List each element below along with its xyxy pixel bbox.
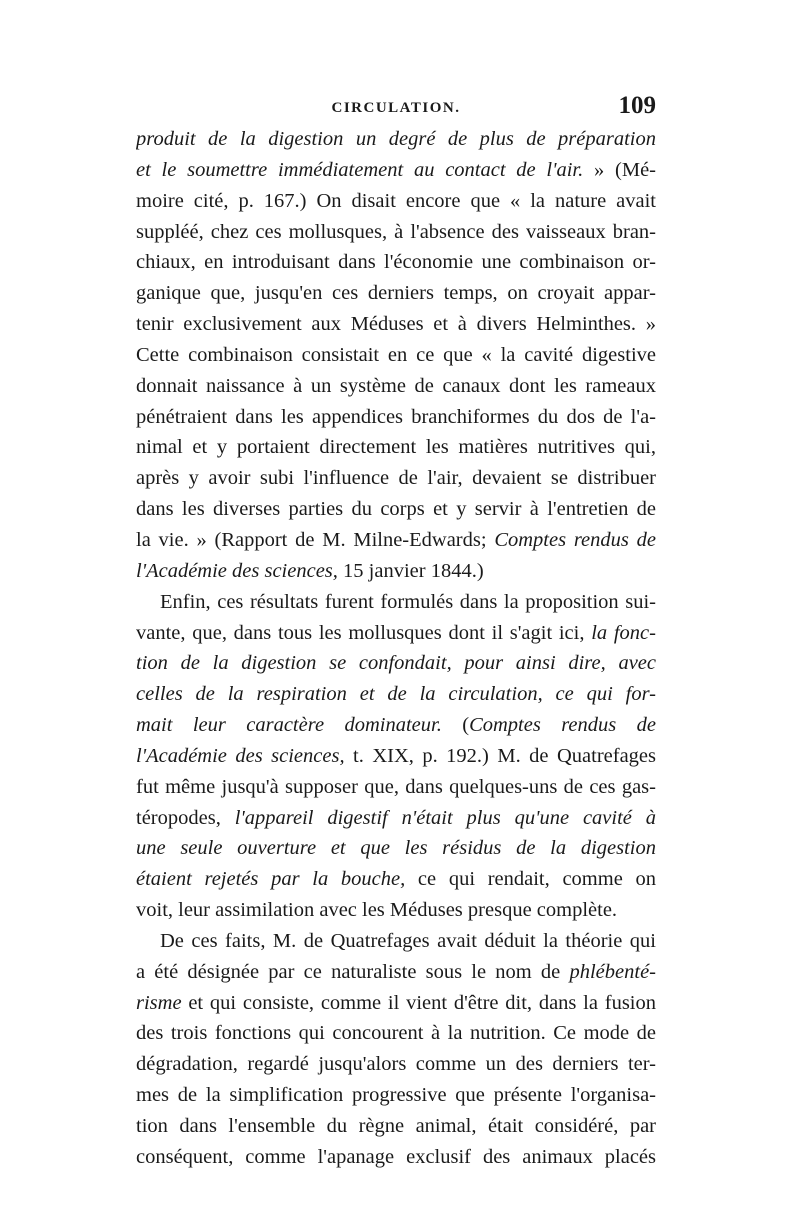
roman-text: mes de la simplification progressive que présente l'organisa- (136, 1084, 656, 1107)
text-line (136, 587, 656, 618)
text-line (136, 741, 656, 772)
text-line (136, 988, 656, 1019)
text-line (136, 155, 656, 186)
roman-text: tion dans l'ensemble du règne animal, était considéré, par (136, 1115, 656, 1137)
roman-text: nimal et y portaient directement les matières nutritives qui, (136, 436, 656, 459)
roman-text: téropodes, (136, 806, 235, 829)
roman-text: moire cité, p. 167.) On disait encore que « la nature avait (136, 189, 656, 212)
roman-text: t. XIX, p. 192.) M. de Quatrefages (344, 744, 656, 767)
roman-text: a été désignée par ce naturaliste sous le nom de (136, 960, 570, 983)
text-line (136, 340, 656, 371)
roman-text: vante, que, dans tous les mollusques dont il s'agit ici, (136, 621, 592, 644)
text-line (136, 1080, 656, 1111)
roman-text: » (Mé- (583, 158, 656, 181)
text-line (136, 371, 656, 402)
roman-text: Enfin, ces résultats furent formulés dans la proposition sui- (160, 590, 656, 613)
page-number: 109 (618, 92, 656, 119)
italic-text: la fonc- (591, 621, 656, 644)
text-line (136, 124, 656, 155)
text-line (136, 463, 656, 494)
italic-text: étaient rejetés par la bouche, (136, 868, 406, 891)
roman-text: des trois fonctions qui concourent à la nutrition. Ce mode de (136, 1022, 656, 1045)
text-line (136, 186, 656, 217)
roman-text: ce qui rendait, comme on (405, 868, 656, 891)
roman-text: et qui consiste, comme il vient d'être dit, dans la fusion (181, 991, 656, 1014)
text-line (136, 309, 656, 340)
text-line (136, 525, 656, 556)
roman-text: ( (441, 714, 470, 737)
text-line (136, 833, 656, 864)
italic-text: mait leur caractère dominateur. (136, 714, 442, 737)
running-head (136, 90, 656, 126)
roman-text: pénétraient dans les appendices branchiformes du dos de l'a- (136, 405, 656, 428)
text-line (136, 556, 656, 587)
text-line (136, 1018, 656, 1049)
text-line (136, 926, 656, 957)
text-line (136, 648, 656, 679)
text-line (136, 710, 656, 741)
roman-text: ganique que, jusqu'en ces derniers temps, on croyait appar- (136, 282, 656, 305)
roman-text: la vie. » (Rapport de M. Milne-Edwards; (136, 528, 495, 551)
roman-text: voit, leur assimilation avec les Méduses presque complète. (136, 899, 618, 922)
roman-text: dégradation, regardé jusqu'alors comme un des derniers ter- (136, 1053, 656, 1076)
roman-text: tenir exclusivement aux Méduses et à divers Helminthes. » (136, 313, 656, 336)
roman-text: après y avoir subi l'influence de l'air, devaient se distribuer (136, 467, 656, 490)
roman-text: 15 janvier 1844.) (337, 559, 484, 582)
body-text (136, 124, 656, 1173)
text-line (136, 957, 656, 988)
text-line (136, 217, 656, 248)
roman-text: Cette combinaison consistait en ce que « la cavité digestive (136, 343, 656, 366)
roman-text: chiaux, en introduisant dans l'économie une combinaison or- (136, 251, 656, 274)
roman-text: donnait naissance à un système de canaux dont les rameaux (136, 374, 656, 397)
text-line (136, 772, 656, 803)
text-line (136, 618, 656, 649)
text-line (136, 247, 656, 278)
text-line (136, 1142, 656, 1173)
text-line (136, 278, 656, 309)
text-line (136, 864, 656, 895)
text-line (136, 494, 656, 525)
text-line (136, 679, 656, 710)
roman-text: De ces faits, M. de Quatrefages avait déduit la théorie qui (160, 929, 656, 952)
text-line (136, 895, 656, 926)
italic-text: l'appareil digestif n'était plus qu'une cavité à (234, 806, 656, 829)
text-line (136, 1049, 656, 1080)
italic-text: l'Académie des sciences, (136, 559, 338, 582)
italic-text: Comptes rendus de (469, 714, 656, 737)
text-line (136, 1111, 656, 1142)
italic-text: l'Académie des sciences, (136, 744, 345, 767)
italic-text: et le soumettre immédiatement au contact de l'air. (136, 158, 584, 181)
running-title: CIRCULATION. (331, 100, 461, 116)
italic-text: produit de la digestion un degré de plus de préparation (136, 128, 656, 150)
text-line (136, 402, 656, 433)
roman-text: dans les diverses parties du corps et y servir à l'entretien de (136, 498, 656, 521)
roman-text: conséquent, comme l'apanage exclusif des animaux placés (136, 1145, 656, 1168)
italic-text: celles de la respiration et de la circulation, ce qui for- (136, 683, 656, 706)
italic-text: une seule ouverture et que les résidus de la digestion (136, 837, 656, 860)
italic-text: tion de la digestion se confondait, pour ainsi dire, avec (136, 652, 656, 675)
roman-text: fut même jusqu'à supposer que, dans quelques-uns de ces gas- (136, 775, 656, 798)
roman-text: suppléé, chez ces mollusques, à l'absence des vaisseaux bran- (136, 220, 656, 243)
text-line (136, 432, 656, 463)
italic-text: risme (136, 991, 182, 1014)
text-line (136, 803, 656, 834)
italic-text: phlébenté- (569, 960, 656, 983)
italic-text: Comptes rendus de (494, 528, 656, 551)
